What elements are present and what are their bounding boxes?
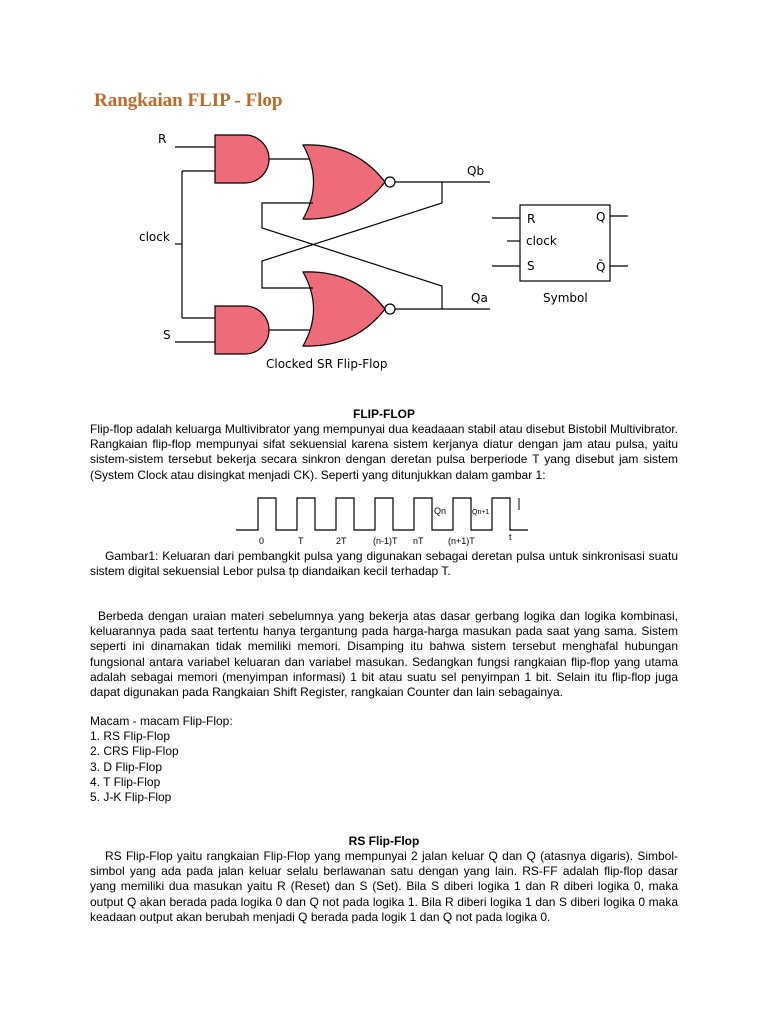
qn1-label: Qn+1 — [472, 509, 490, 516]
input-s-label: S — [163, 328, 171, 342]
input-clock-label: clock — [139, 230, 170, 244]
qn-label: Qn — [434, 506, 447, 516]
paragraph-flipflop-memory: Berbeda dengan uraian materi sebelumnya yang bekerja atas dasar gerbang logika dan logika kombinasi, keluarannya pada saat tertentu hanya tergantung pada harga-harga masukan pada saat yang sama. Sistem seperti ini dinamakan tidak memiliki memori. Disamping itu bahwa sistem tersebut menghafal hubungan fungsional antara variabel keluaran dan variabel masukan. Sedangkan fungsi rangkaian flip-flop yang utama adalah sebagai memori (menyimpan informasi) 1 bit atau suatu sel penyimpan 1 bit. Selain itu flip-flop juga dapat digunakan pada Rangkaian Shift Register, rangkaian Counter dan lain sebagainya. — [90, 609, 678, 700]
sr-flipflop-diagram — [0, 0, 768, 380]
output-qb-label: Qb — [467, 164, 485, 178]
nor-gate-bottom — [303, 272, 385, 346]
page-title: Rangkaian FLIP - Flop — [94, 90, 283, 111]
paragraph-flipflop-intro: Flip-flop adalah keluarga Multivibrator yang mempunyai dua keadaaan stabil atau disebut Bistobil Multivibrator. Rangkaian flip-flop mempunyai sifat sekuensial karena sistem kerjanya diatur dengan jam atau pulsa, yaitu sistem-sistem tersebut bekerja secara sinkron dengan deretan pulsa berperiode T yang disebut jam sistem (System Clock atau disingkat menjadi CK). Seperti yang ditunjukkan dalam gambar 1: — [90, 422, 678, 482]
list-heading: Macam - macam Flip-Flop: — [90, 714, 233, 728]
tick-label-t: T — [298, 536, 304, 546]
list-item: 4. T Flip-Flop — [90, 774, 161, 789]
symbol-qbar-label: Q̄ — [596, 260, 606, 274]
output-qa-label: Qa — [471, 291, 488, 305]
figure-caption-gambar1: Gambar1: Keluaran dari pembangkit pulsa yang digunakan sebagai deretan pulsa untuk sinkronisasi suatu sistem digital sekuensial Lebor pulsa tp diandaikan kecil terhadap T. — [90, 549, 678, 579]
list-item: 2. CRS Flip-Flop — [90, 744, 179, 759]
tick-label-n-1t: (n-1)T — [373, 536, 398, 546]
circuit-caption: Clocked SR Flip-Flop — [266, 357, 388, 371]
nor-gate-top — [303, 145, 385, 219]
symbol-s-label: S — [527, 259, 535, 273]
list-item: 5. J-K Flip-Flop — [90, 790, 172, 805]
paragraph-rs-flipflop: RS Flip-Flop yaitu rangkaian Flip-Flop yang mempunyai 2 jalan keluar Q dan Q (atasnya digaris). Simbol-simbol yang ada pada jalan keluar selalu berlawanan satu dengan yang lain. RS-FF adalah flip-flop dasar yang memiliki dua masukan yaitu R (Reset) dan S (Set). Bila S diberi logika 1 dan R diberi logika 0, maka output Q akan berada pada logika 0 dan Q not pada logika 1. Bila R diberi logika 1 dan S diberi logika 0 maka keadaan output akan berubah menjadi Q berada pada logik 1 dan Q not pada logika 0. — [90, 849, 678, 924]
nor-bubble-bottom — [385, 304, 395, 314]
flipflop-types-list — [90, 714, 233, 805]
list-item: 3. D Flip-Flop — [90, 759, 163, 774]
tick-label-2t: 2T — [336, 536, 347, 546]
symbol-clock-label: clock — [526, 234, 557, 248]
tick-label-time: t — [509, 532, 512, 542]
nor-bubble-top — [385, 177, 395, 187]
and-gate-s — [215, 306, 269, 354]
and-gate-r — [215, 135, 269, 183]
symbol-q-label: Q — [596, 210, 606, 224]
tick-label-0: 0 — [259, 536, 265, 546]
pulse-train-diagram — [0, 488, 768, 548]
tick-label-nt: nT — [413, 536, 424, 546]
list-item: 1. RS Flip-Flop — [90, 729, 171, 744]
symbol-caption: Symbol — [543, 291, 588, 305]
tick-label-n1t: (n+1)T — [448, 536, 475, 546]
section-heading-rs-flipflop: RS Flip-Flop — [348, 834, 420, 848]
section-heading-flipflop: FLIP-FLOP — [353, 407, 415, 421]
symbol-r-label: R — [527, 212, 536, 226]
input-r-label: R — [158, 132, 167, 146]
